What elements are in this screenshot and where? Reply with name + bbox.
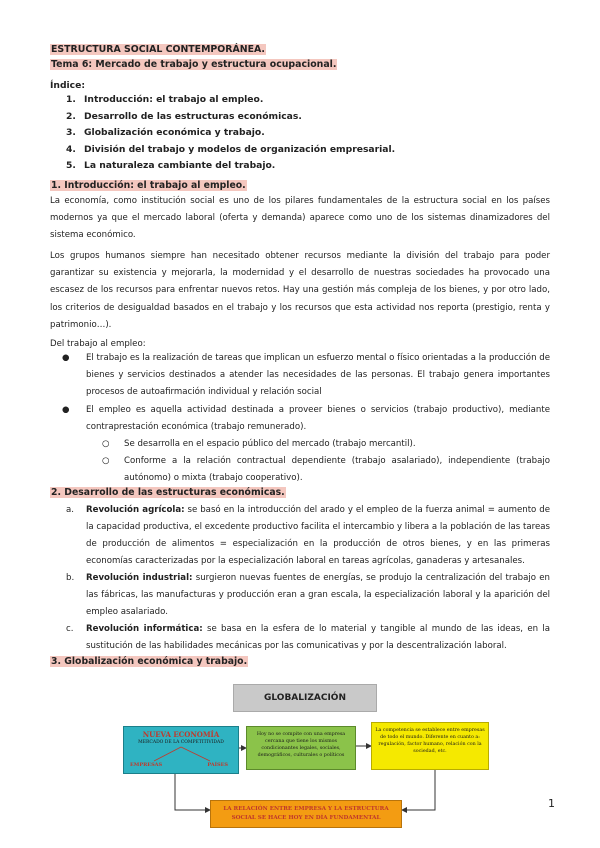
index-item: 5. La naturaleza cambiante del trabajo.	[66, 160, 276, 172]
section-1-bullets	[50, 350, 550, 488]
arrow	[175, 772, 210, 810]
index-item: 1. Introducción: el trabajo al empleo.	[66, 94, 264, 105]
arrow	[402, 770, 435, 810]
circle-bullet-icon: ○	[102, 439, 110, 450]
bullet-item: ● El trabajo es la realización de tareas que implican un esfuerzo mental o físico orientadas a la producción de bienes y servicios destinados a atender las necesidades de las personas. El trabajo genera importantes procesos de autoafirmación individual y relación social	[50, 350, 550, 402]
document-title: ESTRUCTURA SOCIAL CONTEMPORÁNEA.	[51, 44, 265, 55]
circle-bullet-icon: ○	[102, 456, 110, 467]
global-competition-box: La competencia se establece entre empresas de todo el mundo. Diferente en cuanto a: regulación, factor humano, relación con la sociedad, etc.	[371, 722, 489, 770]
topic-title: Tema 6: Mercado de trabajo y estructura ocupacional.	[51, 59, 337, 70]
bullet-item: ● El empleo es aquella actividad destinada a proveer bienes o servicios (trabajo productivo), mediante contraprestación económica (trabajo remunerado).	[50, 402, 550, 436]
new-economy-box: NUEVA ECONOMÍA MERCADO DE LA COMPETITIVIDAD EMPRESAS PAÍSES	[123, 726, 239, 774]
index-list	[66, 94, 395, 177]
list-item: a. Revolución agrícola: se basó en la introducción del arado y el empleo de la fuerza animal = aumento de la capacidad productiva, el excedente productivo facilita el intercambio y libera a la población de las tareas de producción de alimentos = especialización en la producción de otros bienes, y en las primeras economías caracterizadas por la especialización laboral en tareas agrícolas, ganaderas y artesanales.	[66, 505, 550, 566]
page-number: 1	[548, 797, 555, 810]
section-1-heading: 1. Introducción: el trabajo al empleo.	[51, 180, 246, 191]
section-1-paragraph-1: La economía, como institución social es uno de los pilares fundamentales de la estructura social en los países modernos ya que el mercado laboral (oferta y demanda) aparece como uno de los sistemas dinamizadores del sistema económico.	[50, 196, 550, 241]
sub-bullet-item: ○ Conforme a la relación contractual dependiente (trabajo asalariado), independiente (trabajo autónomo) o mixta (trabajo cooperativo).	[50, 453, 550, 487]
diagram-title: GLOBALIZACIÓN	[233, 684, 377, 712]
section-2-list	[50, 502, 550, 655]
globalization-diagram	[115, 682, 495, 832]
section-3-heading: 3. Globalización económica y trabajo.	[51, 656, 248, 667]
competition-box: Hoy no se compite con una empresa cercana que tiene los mismos condicionantes legales, sociales, demográficos, culturales o políticos	[246, 726, 356, 770]
section-1-paragraph-3: Del trabajo al empleo:	[50, 339, 146, 349]
section-2-heading: 2. Desarrollo de las estructuras económicas.	[51, 487, 285, 498]
list-item: c. Revolución informática: se basa en la esfera de lo material y tangible al mundo de las ideas, en la sustitución de las habilidades mecánicas por las comunicativas y por la descentralización laboral.	[66, 624, 551, 651]
bullet-icon: ●	[62, 353, 70, 363]
index-item: 2. Desarrollo de las estructuras económicas.	[66, 110, 302, 122]
section-1-paragraph-2: Los grupos humanos siempre han necesitado obtener recursos mediante la división del trabajo para poder garantizar su existencia y mejorarla, la modernidad y el desarrollo de nuestras sociedades ha provocado una escasez de los recursos para enfrentar nuevos retos. Hay una gestión más compleja de los bienes, y por otro lado, los criterios de desigualdad basados en el trabajo y los recursos que esta actividad nos reporta (prestigio, renta y patrimonio…).	[50, 251, 550, 330]
index-label: Índice:	[50, 80, 86, 91]
index-item: 4. División del trabajo y modelos de organización empresarial.	[66, 143, 396, 155]
index-item: 3. Globalización económica y trabajo.	[66, 127, 265, 139]
sub-bullet-item: ○ Se desarrolla en el espacio público del mercado (trabajo mercantil).	[50, 436, 550, 453]
bullet-icon: ●	[62, 404, 70, 415]
list-item: b. Revolución industrial: surgieron nuevas fuentes de energías, se produjo la centralización del trabajo en las fábricas, las manufacturas y producción eran a gran escala, la especialización laboral y la aparición del empleo asalariado.	[66, 573, 550, 617]
conclusion-box: LA RELACIÓN ENTRE EMPRESA Y LA ESTRUCTURA SOCIAL SE HACE HOY EN DÍA FUNDAMENTAL	[210, 800, 402, 828]
